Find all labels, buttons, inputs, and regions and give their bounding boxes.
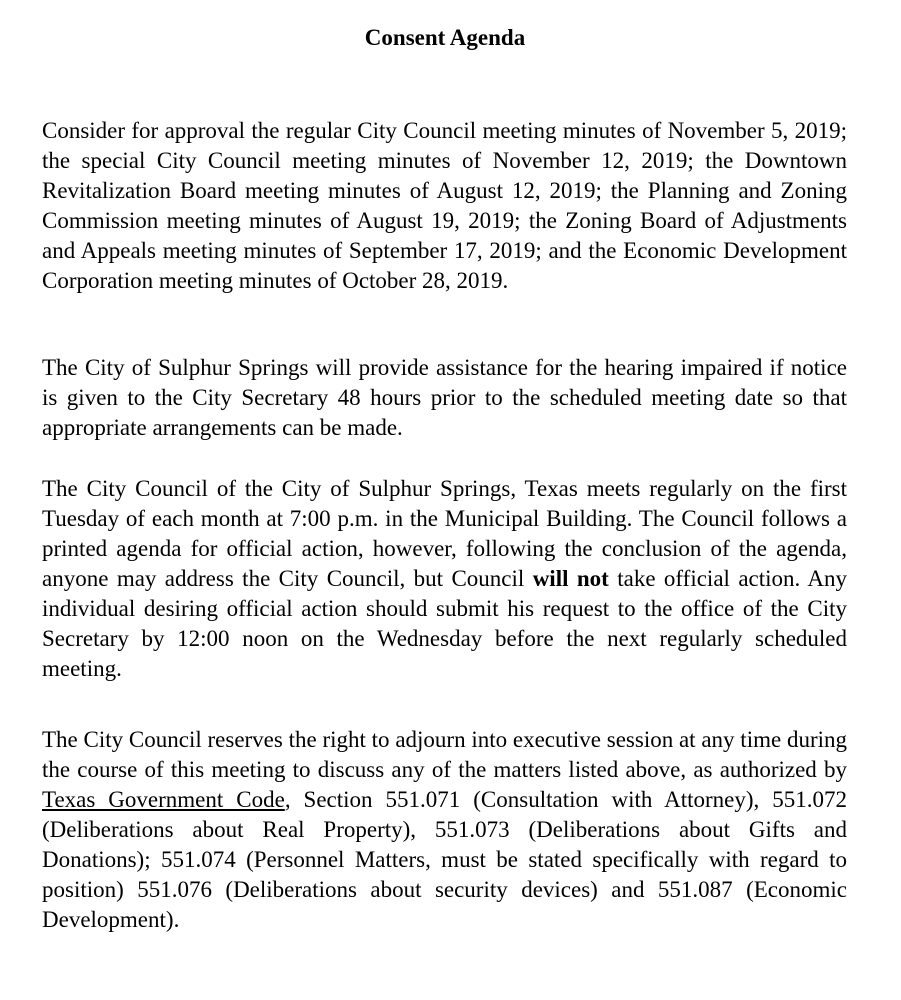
paragraph-minutes-approval: Consider for approval the regular City Council meeting minutes of November 5, 2019; the special City Council meeting minutes of November 12, 2019; the Downtown Revitalization Board meeting minutes of August 12, 2019; the Planning and Zoning Commission meeting minutes of August 19, 2019; the Zoning Board of Adjustments and Appeals meeting minutes of September 17, 2019; and the Economic Development Corporation meeting minutes of October 28, 2019. <box>42 118 847 293</box>
paragraph-executive-session <box>42 725 847 935</box>
paragraph-hearing-impaired: The City of Sulphur Springs will provide assistance for the hearing impaired if notice is given to the City Secretary 48 hours prior to the scheduled meeting date so that appropriate arrangements can be made. <box>42 355 847 440</box>
paragraph-text: The City Council reserves the right to adjourn into executive session at any time during the course of this meeting to discuss any of the matters listed above, as authorized by <box>42 727 847 782</box>
paragraph-text: take official action. Any individual desiring official action should submit his request to the office of the City Secretary by 12:00 noon on the Wednesday before the next regularly scheduled meeting. <box>42 566 848 681</box>
underlined-code-reference: Texas Government Code <box>42 787 285 812</box>
paragraph-text: The City Council of the City of Sulphur Springs, Texas meets regularly on the first Tuesday of each month at 7:00 p.m. in the Municipal Building. The Council follows a printed agenda for official action, however, following the conclusion of the agenda, anyone may address the City Council, but Council <box>42 476 847 591</box>
paragraph-text: , Section 551.071 (Consultation with Attorney), 551.072 (Deliberations about Real Property), 551.073 (Deliberations about Gifts and Donations); 551.074 (Personnel Matters, must be stated specifically with regard to position) 551.076 (Deliberations about security devices) and 551.087 (Economic Development). <box>42 787 848 932</box>
page-title: Consent Agenda <box>364 25 526 50</box>
paragraph-meeting-schedule <box>42 474 847 684</box>
bold-emphasis: will not <box>532 566 609 591</box>
